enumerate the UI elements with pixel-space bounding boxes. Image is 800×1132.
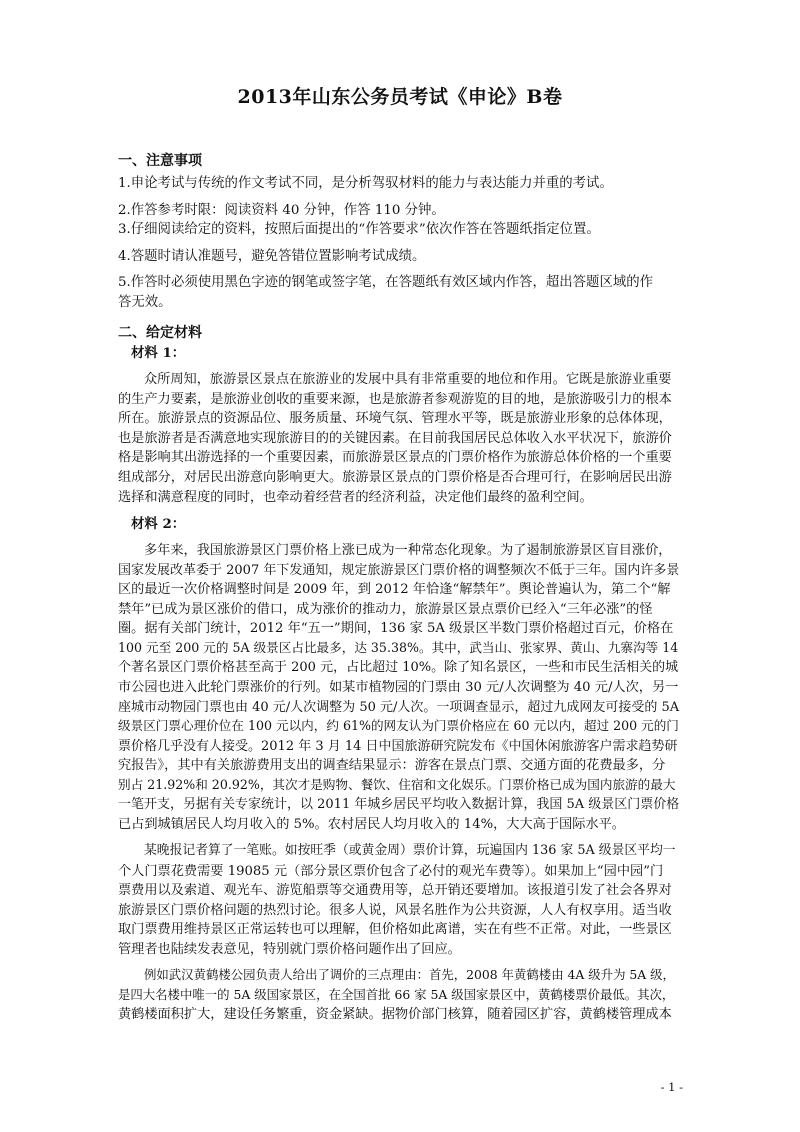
material-2-line: 区的最近一次价格调整时间是 2009 年，到 2012 年恰逢“解禁年”。舆论普遍认为，第二个“解: [118, 582, 671, 597]
note-item: 5.作答时必须使用黑色字迹的钢笔或签字笔，在答题纸有效区域内作答，超出答题区域的作: [118, 275, 654, 290]
material-1-line: 格是影响其出游选择的一个重要因素，而旅游景区景点的门票价格作为旅游总体价格的一个重要: [118, 450, 672, 465]
paragraph-4-line: 是四大名楼中唯一的 5A 级国家景区，在全国首批 66 家 5A 级国家景区中，黄鹤楼票价最低。其次，: [118, 987, 675, 1002]
material-1-line: 的生产力要素，是旅游业创收的重要来源，也是旅游者参观游览的目的地，是旅游吸引力的根本: [118, 392, 672, 407]
paragraph-4-line: 黄鹤楼面积扩大，建设任务繁重，资金紧缺。据物价部门核算，随着园区扩容，黄鹤楼管理成本: [118, 1007, 672, 1022]
note-item: 1.申论考试与传统的作文考试不同，是分析驾驭材料的能力与表达能力并重的考试。: [118, 176, 613, 191]
material-1-line: 选择和满意程度的同时，也牵动着经营者的经济利益，决定他们最终的盈利空间。: [118, 490, 593, 505]
material-2-line: 一笔开支，另据有关专家统计，以 2011 年城乡居民平均收入数据计算，我国 5A 级景区门票价格: [118, 797, 680, 812]
material-2-line: 究报告》，其中有关旅游费用支出的调查结果显示：游客在景点门票、交通方面的花费最多，分: [118, 758, 666, 773]
material-2-line: 别占 21.92%和 20.92%，其次才是购物、餐饮、住宿和文化娱乐。门票价格已成为国内旅游的最大: [118, 777, 676, 792]
page-number: - 1 -: [660, 1080, 683, 1094]
material-1-line: 所在。旅游景点的资源品位、服务质量、环境气氛、管理水平等，既是旅游业形象的总体体现，: [118, 411, 672, 426]
paragraph-4-line: 例如武汉黄鹤楼公园负责人给出了调价的三点理由：首先，2008 年黄鹤楼由 4A 级升为 5A 级，: [144, 967, 675, 982]
paragraph-3-line: 管理者也陆续发表意见，特别就门票价格问题作出了回应。: [118, 942, 461, 957]
note-item: 4.答题时请认准题号，避免答错位置影响考试成绩。: [118, 249, 426, 264]
section-heading-notes: 一、注意事项: [118, 153, 202, 169]
material-1-line: 众所周知，旅游景区景点在旅游业的发展中具有非常重要的地位和作用。它既是旅游业重要: [144, 372, 672, 387]
paragraph-3-line: 旅游景区门票价格问题的热烈讨论。很多人说，风景名胜作为公共资源，人人有权享用。适当收: [118, 903, 672, 918]
material-2-line: 票价格几乎没有人接受。2012 年 3 月 14 日中国旅游研究院发布《中国休闲旅游客户需求趋势研: [118, 739, 678, 754]
paragraph-3-line: 取门票费用维持景区正常运转也可以理解，但价格如此离谱，实在有些不正常。对此，一些景区: [118, 922, 672, 937]
note-item: 3.仔细阅读给定的资料，按照后面提出的“作答要求”依次作答在答题纸指定位置。: [118, 222, 600, 237]
material-2-line: 禁年”已成为景区涨价的借口，成为涨价的推动力，旅游景区景点票价已经入“三年必涨”的怪: [118, 602, 653, 617]
material-1-line: 也是旅游者是否满意地实现旅游目的的关键因素。在目前我国居民总体收入水平状况下，旅游价: [118, 431, 672, 446]
material-2-line: 已占到城镇居民人均月收入的 5%。农村居民人均月收入的 14%，大大高于国际水平。: [118, 817, 625, 832]
material-2-line: 国家发展改革委于 2007 年下发通知，规定旅游景区门票价格的调整频次不低于三年。国内许多景: [118, 563, 680, 578]
material-2-line: 100 元至 200 元的 5A 级景区占比最多，达 35.38%。其中，武当山、张家界、黄山、九寨沟等 14: [118, 640, 679, 655]
material-2-line: 座城市动物园门票也由 40 元/人次调整为 50 元/人次。一项调查显示，超过九成网友可接受的 5A: [118, 700, 680, 715]
material-2-label: 材料 2：: [131, 516, 186, 532]
note-item-continued: 答无效。: [118, 295, 172, 310]
material-2-line: 级景区门票心理价位在 100 元以内，约 61%的网友认为门票价格应在 60 元以内，超过 200 元的门: [118, 718, 679, 733]
paragraph-3-line: 某晚报记者算了一笔账。如按旺季（或黄金周）票价计算，玩遍国内 136 家 5A 级景区平均一: [144, 843, 676, 858]
material-2-line: 市公园也进入此轮门票涨价的行列。如某市植物园的门票由 30 元/人次调整为 40 元/人次，另一: [118, 680, 679, 695]
material-2-line: 圈。据有关部门统计，2012 年“五一”期间，136 家 5A 级景区半数门票价格超过百元，价格在: [118, 621, 674, 636]
material-1-line: 组成部分，对居民出游意向影响更大。旅游景区景点的门票价格是否合理可行，在影响居民出游: [118, 470, 672, 485]
section-heading-materials: 二、给定材料: [118, 325, 202, 341]
paragraph-3-line: 票费用以及索道、观光车、游览船票等交通费用等，总开销还要增加。该报道引发了社会各界对: [118, 883, 672, 898]
document-title: 2013年山东公务员考试《申论》B卷: [237, 86, 563, 108]
material-1-label: 材料 1：: [131, 345, 186, 361]
material-2-line: 个著名景区门票价格甚至高于 200 元，占比超过 10%。除了知名景区，一些和市民生活相关的城: [118, 660, 679, 675]
note-item: 2.作答参考时限：阅读资料 40 分钟，作答 110 分钟。: [118, 203, 445, 218]
material-2-line: 多年来，我国旅游景区门票价格上涨已成为一种常态化现象。为了遏制旅游景区盲目涨价，: [144, 543, 672, 558]
paragraph-3-line: 个人门票花费需要 19085 元（部分景区票价包含了必付的观光车费等）。如果加上“园中园”门: [118, 864, 664, 879]
